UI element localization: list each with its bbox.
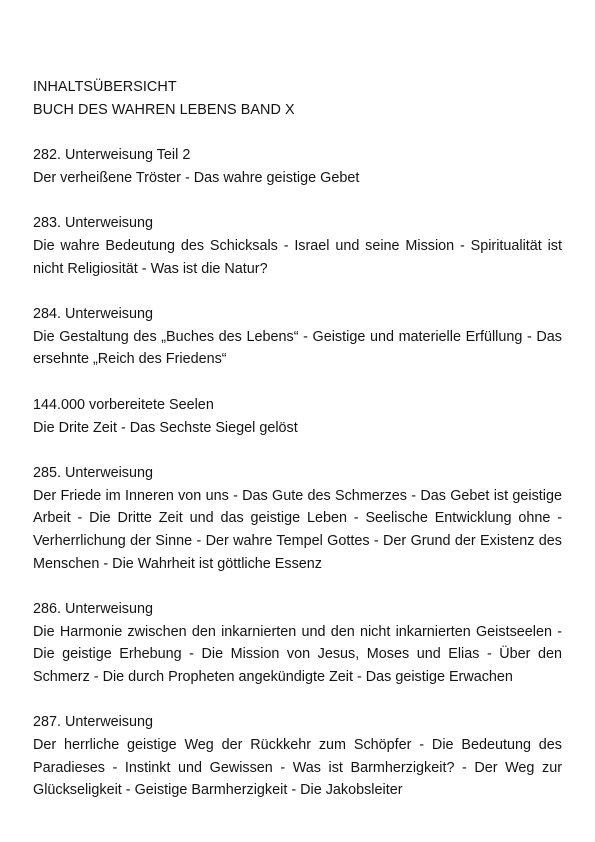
toc-entry-title: 282. Unterweisung Teil 2 (33, 147, 191, 164)
toc-entry-title: 285. Unterweisung (33, 465, 153, 482)
toc-entry-title: 283. Unterweisung (33, 215, 153, 232)
toc-entry-title: 284. Unterweisung (33, 306, 153, 323)
table-of-contents-page (33, 76, 562, 802)
toc-entry-topics: Der verheißene Tröster - Das wahre geistige Gebet (33, 169, 360, 186)
toc-entry-title: 287. Unterweisung (33, 714, 153, 731)
toc-entry-topics: Der herrliche geistige Weg der Rückkehr zum Schöpfer - Die Bedeutung des Paradieses - Instinkt und Gewissen - Was ist Barmherzigkeit? - Der Weg zur Glückseligkeit - Geistige Barmherzigkeit - Die Jakobsleiter (33, 737, 562, 799)
toc-entry-topics: Die Drite Zeit - Das Sechste Siegel gelöst (33, 419, 298, 436)
toc-entry-topics: Die Gestaltung des „Buches des Lebens“ - Geistige und materielle Erfüllung - Das ersehnte „Reich des Friedens“ (33, 328, 562, 368)
toc-entry (33, 212, 562, 280)
toc-entry (33, 462, 562, 575)
toc-entry (33, 394, 562, 439)
toc-entry (33, 598, 562, 688)
toc-entry-topics: Der Friede im Inneren von uns - Das Gute des Schmerzes - Das Gebet ist geistige Arbeit - Die Dritte Zeit und das geistige Leben - Seelische Entwicklung ohne - Verherrlichung der Sinne - Der wahre Tempel Gottes - Der Grund der Existenz des Menschen - Die Wahrheit ist göttliche Essenz (33, 487, 562, 572)
header-title: INHALTSÜBERSICHT (33, 79, 177, 95)
toc-entry (33, 711, 562, 801)
header-subtitle: BUCH DES WAHREN LEBENS BAND X (33, 101, 295, 118)
toc-entry (33, 303, 562, 371)
toc-entry-title: 144.000 vorbereitete Seelen (33, 396, 214, 413)
document-header (33, 76, 562, 121)
toc-entry-title: 286. Unterweisung (33, 601, 153, 618)
toc-entry (33, 144, 562, 189)
toc-entry-topics: Die wahre Bedeutung des Schicksals - Israel und seine Mission - Spiritualität ist nicht Religiosität - Was ist die Natur? (33, 237, 562, 277)
toc-entry-topics: Die Harmonie zwischen den inkarnierten und den nicht inkarnierten Geistseelen - Die geistige Erhebung - Die Mission von Jesus, Moses und Elias - Über den Schmerz - Die durch Propheten angekündigte Zeit - Das geistige Erwachen (33, 623, 562, 685)
